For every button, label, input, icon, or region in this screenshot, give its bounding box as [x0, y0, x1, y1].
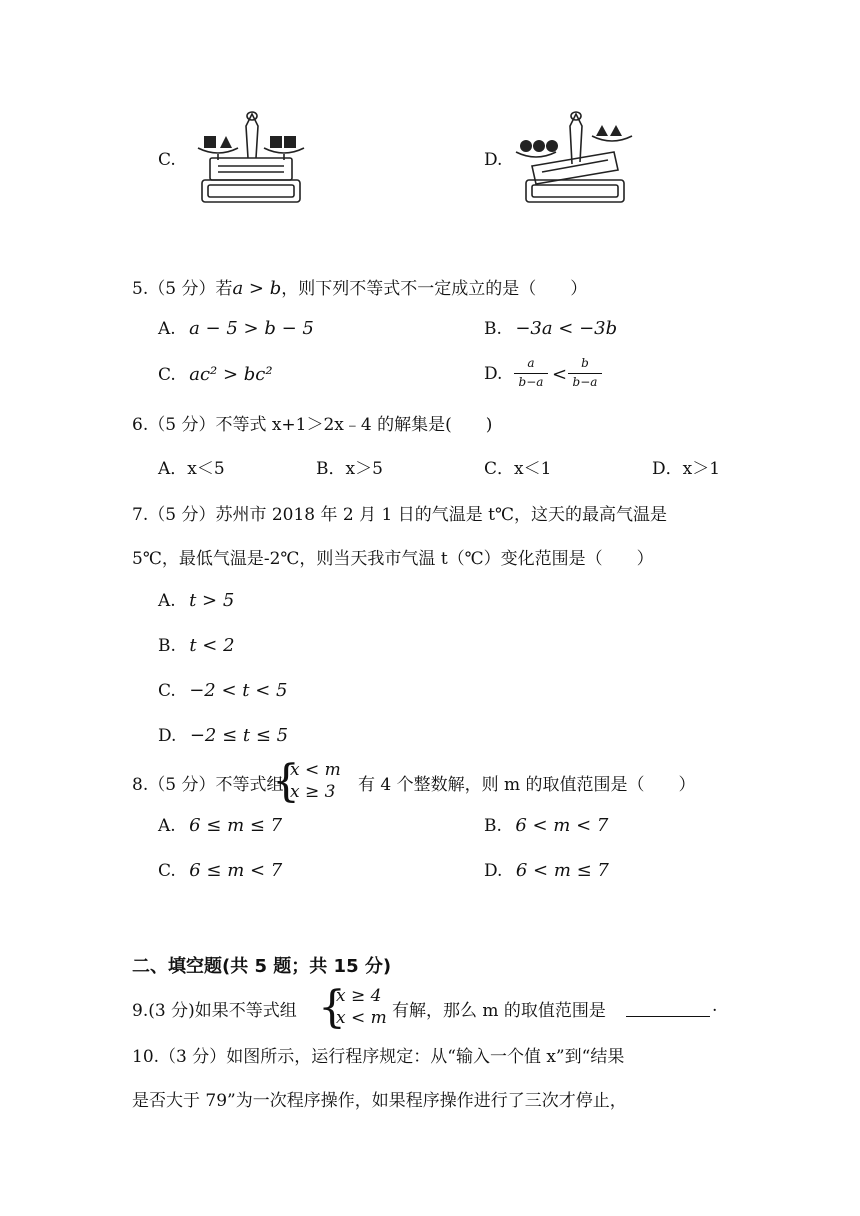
q8-option-a-label: A.: [158, 816, 176, 836]
q5-option-b: [484, 318, 617, 339]
balance-scale-image-c: [196, 108, 308, 210]
q9-system-line1: x ≥ 4: [336, 986, 382, 1006]
q7-option-d: [158, 725, 288, 746]
q5-option-c-math: ac² > bc²: [189, 364, 273, 385]
q5-option-d-frac2-den: b−a: [572, 375, 598, 389]
question-6-stem: 6.（5 分）不等式 x+1＞2x﹣4 的解集是( ): [132, 415, 493, 435]
q7-option-b-label: B.: [158, 636, 176, 656]
q9-system-line2: x < m: [336, 1008, 387, 1028]
q6-option-c: C．x＜1: [484, 459, 552, 479]
q8-option-b: [484, 815, 608, 836]
q9-stem-suffix: 有解，那么 m 的取值范围是: [392, 1001, 606, 1021]
q7-option-a: [158, 590, 234, 611]
q5-option-d-lt: <: [552, 364, 568, 385]
q8-stem-suffix: 有 4 个整数解，则 m 的取值范围是（ ）: [358, 775, 696, 795]
q5-option-d-frac2-bar: [568, 373, 602, 374]
q5-option-a: [158, 318, 314, 339]
q8-option-a: [158, 815, 282, 836]
q8-option-d: [484, 860, 609, 881]
q5-option-d-frac2-num: b: [581, 356, 589, 370]
q8-option-b-label: B.: [484, 816, 502, 836]
q5-option-d-frac1-bar: [514, 373, 548, 374]
q8-system-brace: {: [272, 756, 300, 807]
q8-system-line1: x < m: [290, 760, 341, 780]
q5-stem-suffix: ，则下列不等式不一定成立的是（ ）: [281, 279, 588, 299]
q8-option-d-math: 6 < m ≤ 7: [515, 860, 609, 881]
question-10-line2: 是否大于 79”为一次程序操作，如果程序操作进行了三次才停止，: [132, 1091, 627, 1111]
q7-option-c-math: −2 < t < 5: [189, 680, 288, 701]
q5-option-b-math: −3a < −3b: [515, 318, 618, 339]
q8-option-d-label: D.: [484, 861, 503, 881]
question-10-line1: 10.（3 分）如图所示，运行程序规定：从“输入一个值 x”到“结果: [132, 1047, 625, 1067]
q9-answer-blank[interactable]: [626, 1016, 710, 1017]
option-d-label: D.: [484, 150, 503, 170]
q8-option-b-math: 6 < m < 7: [515, 815, 609, 836]
q6-option-b: B．x＞5: [316, 459, 383, 479]
q5-option-d-frac1-den: b−a: [518, 375, 544, 389]
q8-stem-prefix: 8.（5 分）不等式组: [132, 775, 284, 795]
q8-option-c: [158, 860, 282, 881]
q5-option-c-label: C.: [158, 365, 176, 385]
balance-scale-image-d: [514, 108, 636, 210]
q7-option-c: [158, 680, 288, 701]
q8-option-c-label: C.: [158, 861, 176, 881]
q6-option-a: A．x＜5: [158, 459, 225, 479]
q5-stem-prefix: 5.（5 分）若: [132, 279, 233, 299]
q5-stem-math: a > b: [232, 278, 282, 299]
q5-option-b-label: B.: [484, 319, 502, 339]
q7-option-d-label: D.: [158, 726, 177, 746]
question-7-stem-line2: 5℃，最低气温是-2℃，则当天我市气温 t（℃）变化范围是（ ）: [132, 549, 654, 569]
q9-end-period: .: [712, 996, 718, 1016]
q8-option-a-math: 6 ≤ m ≤ 7: [189, 815, 283, 836]
q5-option-d-label: D.: [484, 364, 503, 384]
q7-option-b-math: t < 2: [189, 635, 235, 656]
q5-option-a-label: A.: [158, 319, 176, 339]
question-5-stem: [132, 274, 587, 299]
q5-option-a-math: a − 5 > b − 5: [189, 318, 314, 339]
q8-system-line2: x ≥ 3: [290, 782, 336, 802]
q8-option-c-math: 6 ≤ m < 7: [189, 860, 283, 881]
question-7-stem-line1: 7.（5 分）苏州市 2018 年 2 月 1 日的气温是 t℃，这天的最高气温是: [132, 505, 668, 525]
option-c-label: C.: [158, 150, 176, 170]
q5-option-d-frac1-num: a: [527, 356, 535, 370]
q7-option-a-label: A.: [158, 591, 176, 611]
q5-option-c: [158, 364, 273, 385]
q9-stem-prefix: 9.(3 分)如果不等式组: [132, 1001, 297, 1021]
q7-option-d-math: −2 ≤ t ≤ 5: [189, 725, 289, 746]
q9-system-brace: {: [318, 982, 346, 1033]
q6-option-d: D．x＞1: [652, 459, 721, 479]
q7-option-a-math: t > 5: [189, 590, 235, 611]
q7-option-c-label: C.: [158, 681, 176, 701]
q7-option-b: [158, 635, 235, 656]
section-2-title: 二、填空题(共 5 题；共 15 分): [132, 956, 392, 977]
